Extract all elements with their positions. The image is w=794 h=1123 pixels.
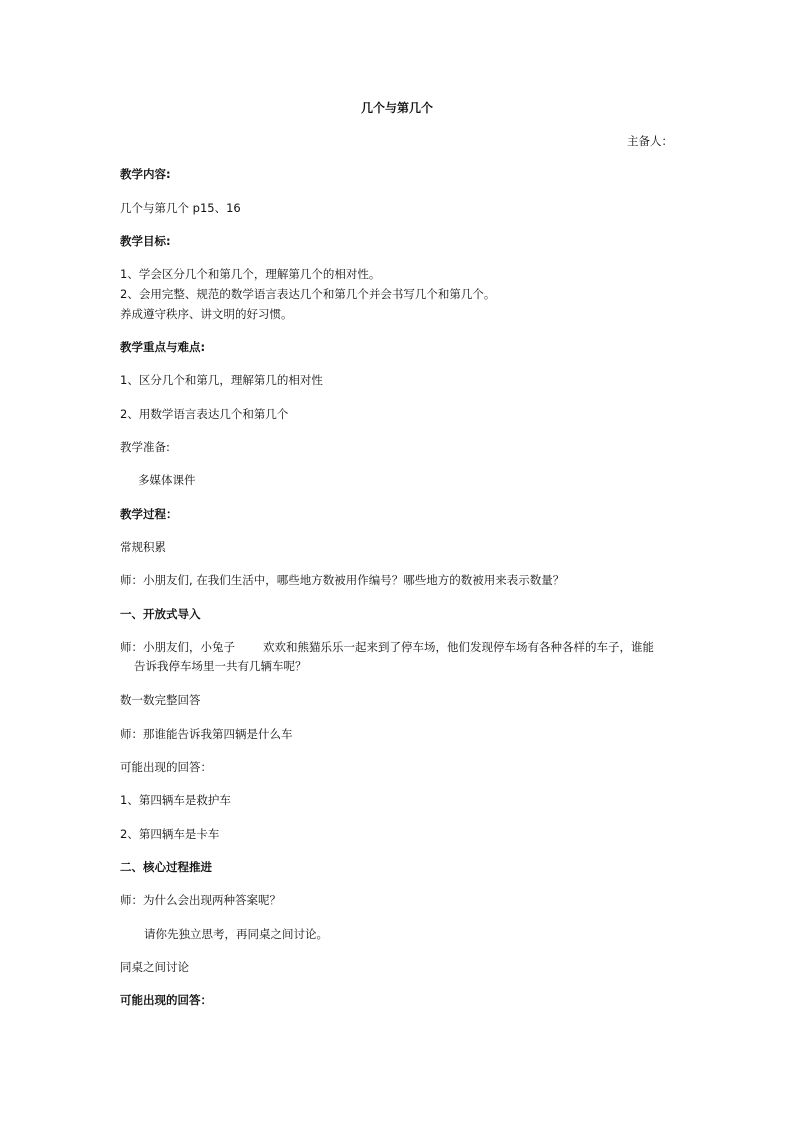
section1-text-b: 欢欢和熊猫乐乐一起来到了停车场，他们发现停车场有各种各样的车子，谁能: [263, 640, 654, 654]
possible-answers-label: 可能出现的回答：: [120, 760, 212, 774]
process-heading: 教学过程：: [120, 507, 178, 521]
goal-item: 养成遵守秩序、讲文明的好习惯。: [120, 307, 293, 321]
prep-text: 多媒体课件: [138, 473, 196, 487]
count-answer: 数一数完整回答: [120, 693, 201, 707]
answer-item: 2、第四辆车是卡车: [120, 827, 220, 841]
section1-text-c: 告诉我停车场里一共有几辆车呢？: [134, 659, 307, 673]
teacher-question-fourth: 师：那谁能告诉我第四辆是什么车: [120, 727, 293, 741]
prep-heading: 教学准备:: [120, 440, 170, 454]
section1-paragraph: [120, 638, 675, 676]
goal-item: 2、会用完整、规范的数学语言表达几个和第几个并会书写几个和第几个。: [120, 287, 496, 301]
think-instruction: 请你先独立思考，再同桌之间讨论。: [144, 927, 328, 941]
possible-answers-label-2: 可能出现的回答：: [120, 993, 212, 1007]
teacher-question-why: 师：为什么会出现两种答案呢？: [120, 893, 281, 907]
discuss-text: 同桌之间讨论: [120, 960, 189, 974]
key-point-item: 2、用数学语言表达几个和第几个: [120, 407, 289, 421]
section2-heading: 二、核心过程推进: [120, 860, 212, 874]
goals-heading: 教学目标:: [120, 234, 171, 248]
answer-item: 1、第四辆车是救护车: [120, 793, 231, 807]
key-points-heading: 教学重点与难点:: [120, 340, 206, 354]
preparer-label: 主备人：: [627, 134, 673, 148]
content-heading: 教学内容:: [120, 167, 171, 181]
section1-heading: 一、开放式导入: [120, 607, 201, 621]
routine-heading: 常规积累: [120, 540, 166, 554]
routine-text: 师：小朋友们, 在我们生活中，哪些地方数被用作编号？哪些地方的数被用来表示数量？: [120, 573, 565, 587]
key-point-item: 1、区分几个和第几，理解第几的相对性: [120, 373, 323, 387]
document-title: 几个与第几个: [360, 101, 433, 115]
goal-item: 1、学会区分几个和第几个，理解第几个的相对性。: [120, 267, 381, 281]
content-text: 几个与第几个 p15、16: [120, 201, 241, 215]
section1-text-a: 师：小朋友们，小兔子: [120, 640, 235, 654]
